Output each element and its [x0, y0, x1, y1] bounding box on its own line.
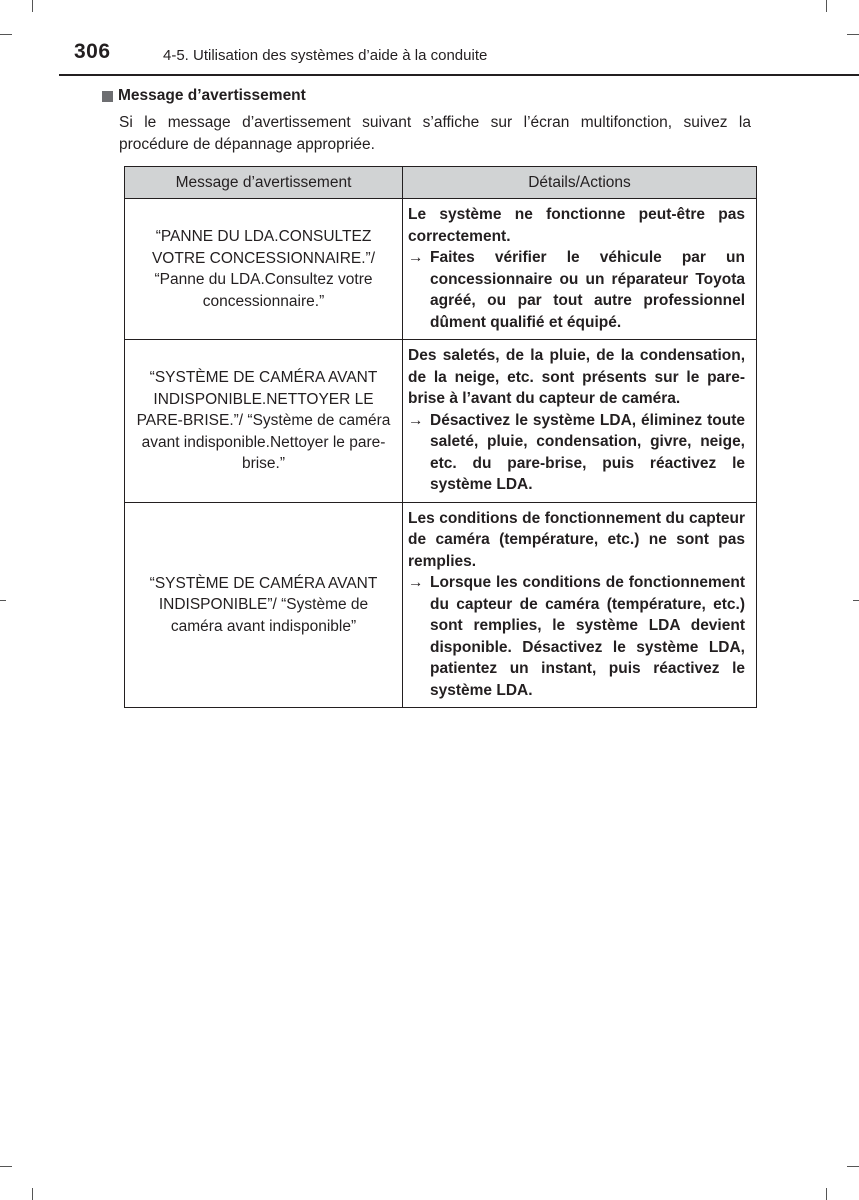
intro-paragraph: Si le message d’avertissement suivant s’affiche sur l’écran multifonction, suivez la procédure de dépannage appropriée. [119, 114, 751, 153]
page-header [0, 38, 859, 76]
arrow-right-icon: → [408, 249, 424, 266]
details-cell [403, 340, 757, 503]
page-number: 306 [74, 40, 111, 63]
header-rule [59, 74, 859, 76]
column-header-message: Message d’avertissement [125, 167, 403, 199]
warning-table [124, 166, 757, 708]
action-text: Lorsque les conditions de fonctionnement du capteur de caméra (température, etc.) sont remplies, le système LDA devient disponible. Désactivez le système LDA, patientez un instant, puis réactivez le système LDA. [430, 574, 745, 699]
table-header-row [125, 167, 757, 199]
column-header-details: Détails/Actions [403, 167, 757, 199]
action-item [408, 247, 745, 333]
table-row [125, 199, 757, 340]
warning-message-cell: “SYSTÈME DE CAMÉRA AVANT INDISPONIBLE.NETTOYER LE PARE-BRISE.”/ “Système de caméra avant indisponible.Nettoyer le pare-brise.” [125, 340, 403, 503]
crop-mark [853, 600, 859, 601]
table-row [125, 340, 757, 503]
square-bullet-icon [102, 91, 113, 102]
crop-mark [32, 1188, 33, 1200]
table-row [125, 502, 757, 708]
crop-mark [847, 34, 859, 35]
action-item [408, 410, 745, 496]
crop-mark [32, 0, 33, 12]
details-cell [403, 199, 757, 340]
crop-mark [0, 34, 12, 35]
action-text: Faites vérifier le véhicule par un concessionnaire ou un réparateur Toyota agréé, ou par tout autre professionnel dûment qualifié et équipé. [430, 249, 745, 331]
detail-text: Les conditions de fonctionnement du capteur de caméra (température, etc.) ne sont pas remplies. [408, 509, 745, 570]
warning-message-cell: “PANNE DU LDA.CONSULTEZ VOTRE CONCESSIONNAIRE.”/ “Panne du LDA.Consultez votre concessionnaire.” [125, 199, 403, 340]
section-heading [102, 87, 306, 105]
action-item [408, 572, 745, 701]
detail-text: Le système ne fonctionne peut-être pas correctement. [408, 206, 745, 245]
arrow-right-icon: → [408, 411, 424, 429]
crop-mark [0, 600, 6, 601]
crop-mark [847, 1166, 859, 1167]
details-cell [403, 502, 757, 708]
crop-mark [0, 1166, 12, 1167]
detail-text: Des saletés, de la pluie, de la condensation, de la neige, etc. sont présents sur le pare-brise à l’avant du capteur de caméra. [408, 347, 745, 407]
section-heading-text: Message d’avertissement [118, 87, 306, 104]
crop-mark [826, 0, 827, 12]
chapter-title: 4-5. Utilisation des systèmes d’aide à la conduite [163, 47, 488, 64]
arrow-right-icon: → [408, 574, 424, 591]
warning-message-cell: “SYSTÈME DE CAMÉRA AVANT INDISPONIBLE”/ “Système de caméra avant indisponible” [125, 502, 403, 708]
crop-mark [826, 1188, 827, 1200]
action-text: Désactivez le système LDA, éliminez toute saleté, pluie, condensation, givre, neige, etc. du pare-brise, puis réactivez le système LDA. [430, 411, 745, 493]
